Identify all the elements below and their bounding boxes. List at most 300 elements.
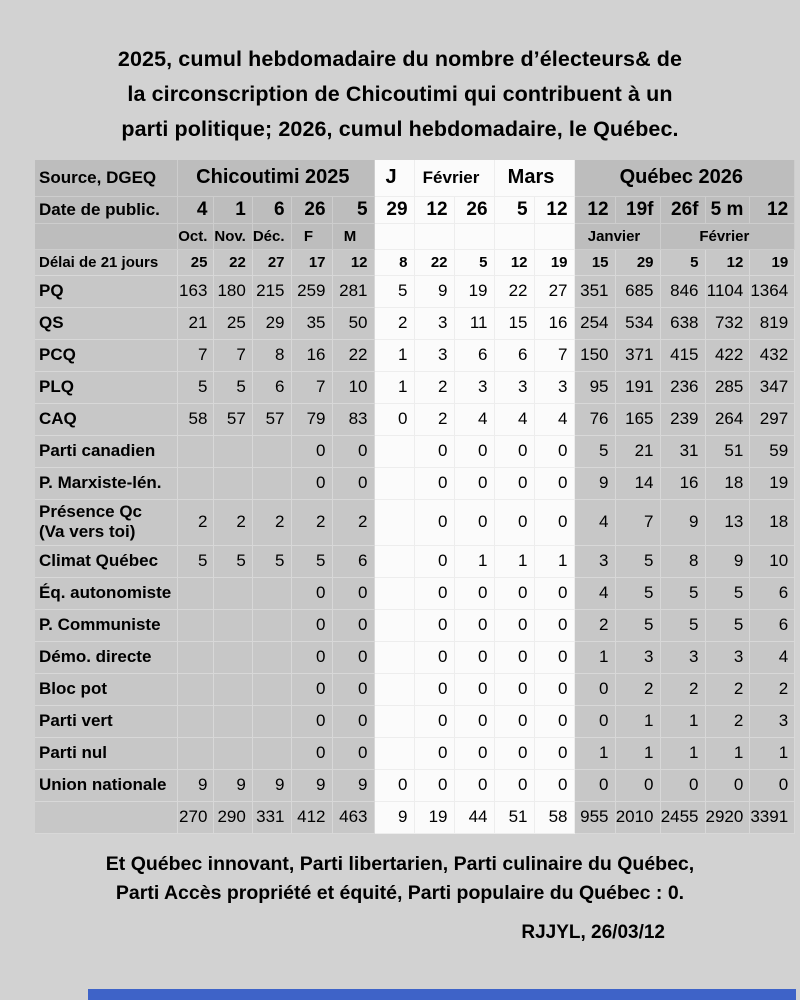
value-cell: 165	[615, 403, 660, 435]
value-cell: 3391	[750, 801, 795, 833]
party-label: Parti canadien	[35, 435, 178, 467]
value-cell: 19	[414, 801, 454, 833]
value-cell: 0	[291, 673, 332, 705]
value-cell: 0	[454, 705, 494, 737]
value-cell: 331	[252, 801, 291, 833]
value-cell	[178, 435, 214, 467]
value-cell: 0	[494, 609, 534, 641]
value-cell: 13	[705, 499, 750, 545]
value-cell: 18	[750, 499, 795, 545]
table-row	[35, 545, 795, 577]
value-cell: 955	[574, 801, 615, 833]
table-row	[35, 339, 795, 371]
footnote	[0, 850, 800, 909]
title-line-2: la circonscription de Chicoutimi qui contribuent à un	[127, 81, 673, 106]
delai-cell: 17	[291, 249, 332, 275]
value-cell: 0	[494, 769, 534, 801]
value-cell: 3	[750, 705, 795, 737]
value-cell: 0	[454, 609, 494, 641]
value-cell: 14	[615, 467, 660, 499]
value-cell: 7	[214, 339, 252, 371]
value-cell: 6	[332, 545, 374, 577]
value-cell: 1	[615, 705, 660, 737]
page-title	[0, 42, 800, 146]
value-cell: 347	[750, 371, 795, 403]
value-cell: 0	[332, 737, 374, 769]
value-cell: 5	[615, 609, 660, 641]
value-cell: 7	[615, 499, 660, 545]
month-cell: Oct.	[178, 223, 214, 249]
value-cell: 1104	[705, 275, 750, 307]
value-cell: 5	[178, 371, 214, 403]
value-cell: 422	[705, 339, 750, 371]
value-cell	[252, 467, 291, 499]
value-cell: 1	[615, 737, 660, 769]
header-row-delai	[35, 249, 795, 275]
value-cell: 191	[615, 371, 660, 403]
party-label: CAQ	[35, 403, 178, 435]
value-cell	[374, 499, 414, 545]
value-cell: 0	[332, 609, 374, 641]
value-cell: 0	[574, 705, 615, 737]
value-cell: 6	[750, 577, 795, 609]
delai-cell: 5	[660, 249, 705, 275]
value-cell: 7	[291, 371, 332, 403]
value-cell: 9	[374, 801, 414, 833]
date-cell: 26	[454, 196, 494, 223]
value-cell: 0	[291, 705, 332, 737]
value-cell: 846	[660, 275, 705, 307]
value-cell: 9	[178, 769, 214, 801]
value-cell	[374, 435, 414, 467]
delai-cell: 5	[454, 249, 494, 275]
value-cell: 2	[214, 499, 252, 545]
delai-cell: 12	[494, 249, 534, 275]
value-cell: 21	[178, 307, 214, 339]
month-cell: Nov.	[214, 223, 252, 249]
value-cell: 3	[414, 307, 454, 339]
value-cell: 0	[534, 609, 574, 641]
value-cell: 0	[332, 577, 374, 609]
value-cell: 0	[414, 705, 454, 737]
value-cell	[178, 705, 214, 737]
value-cell: 0	[291, 577, 332, 609]
date-cell: 12	[534, 196, 574, 223]
value-cell: 0	[705, 769, 750, 801]
value-cell: 29	[252, 307, 291, 339]
value-cell: 0	[454, 737, 494, 769]
value-cell: 5	[705, 609, 750, 641]
value-cell	[374, 737, 414, 769]
value-cell: 0	[534, 499, 574, 545]
party-label: Démo. directe	[35, 641, 178, 673]
value-cell: 25	[214, 307, 252, 339]
party-label: QS	[35, 307, 178, 339]
value-cell: 4	[574, 577, 615, 609]
value-cell	[252, 737, 291, 769]
value-cell: 5	[705, 577, 750, 609]
value-cell	[214, 435, 252, 467]
value-cell: 18	[705, 467, 750, 499]
value-cell: 2	[705, 673, 750, 705]
value-cell: 5	[574, 435, 615, 467]
value-cell: 0	[534, 435, 574, 467]
value-cell: 1	[660, 705, 705, 737]
table-row	[35, 467, 795, 499]
table-row	[35, 673, 795, 705]
value-cell: 9	[214, 769, 252, 801]
value-cell: 27	[534, 275, 574, 307]
empty-label-cell	[35, 223, 178, 249]
value-cell: 1	[534, 545, 574, 577]
value-cell: 16	[291, 339, 332, 371]
value-cell	[178, 577, 214, 609]
value-cell: 9	[574, 467, 615, 499]
value-cell: 95	[574, 371, 615, 403]
month-cell: Déc.	[252, 223, 291, 249]
value-cell: 22	[494, 275, 534, 307]
value-cell: 1	[574, 641, 615, 673]
value-cell: 150	[574, 339, 615, 371]
value-cell: 21	[615, 435, 660, 467]
value-cell: 0	[454, 435, 494, 467]
value-cell: 0	[454, 467, 494, 499]
group-fevrier: Février	[414, 160, 494, 196]
empty-cell	[494, 223, 534, 249]
value-cell: 0	[534, 737, 574, 769]
date-cell: 5	[494, 196, 534, 223]
value-cell: 0	[574, 769, 615, 801]
value-cell: 685	[615, 275, 660, 307]
value-cell: 0	[414, 737, 454, 769]
header-row-dates	[35, 196, 795, 223]
value-cell: 2	[705, 705, 750, 737]
value-cell: 264	[705, 403, 750, 435]
value-cell: 10	[750, 545, 795, 577]
table-row	[35, 609, 795, 641]
party-label: PQ	[35, 275, 178, 307]
value-cell: 1	[454, 545, 494, 577]
value-cell: 5	[660, 577, 705, 609]
value-cell: 8	[660, 545, 705, 577]
value-cell: 4	[494, 403, 534, 435]
date-cell: 4	[178, 196, 214, 223]
value-cell	[214, 467, 252, 499]
value-cell: 0	[414, 769, 454, 801]
pub-date-label: Date de public.	[35, 196, 178, 223]
value-cell: 16	[660, 467, 705, 499]
value-cell: 3	[705, 641, 750, 673]
value-cell: 281	[332, 275, 374, 307]
value-cell	[214, 737, 252, 769]
value-cell: 5	[615, 577, 660, 609]
value-cell	[214, 641, 252, 673]
value-cell: 0	[494, 641, 534, 673]
value-cell: 638	[660, 307, 705, 339]
value-cell	[214, 673, 252, 705]
month-cell: M	[332, 223, 374, 249]
value-cell: 0	[414, 545, 454, 577]
value-cell: 215	[252, 275, 291, 307]
header-row-groups	[35, 160, 795, 196]
date-cell: 12	[750, 196, 795, 223]
value-cell	[374, 545, 414, 577]
value-cell: 4	[574, 499, 615, 545]
value-cell: 50	[332, 307, 374, 339]
value-cell: 22	[332, 339, 374, 371]
value-cell: 0	[414, 467, 454, 499]
value-cell: 0	[332, 467, 374, 499]
value-cell: 5	[291, 545, 332, 577]
value-cell: 9	[660, 499, 705, 545]
value-cell: 2	[750, 673, 795, 705]
value-cell: 5	[252, 545, 291, 577]
value-cell: 0	[454, 673, 494, 705]
value-cell: 5	[374, 275, 414, 307]
value-cell: 1	[574, 737, 615, 769]
date-cell: 5	[332, 196, 374, 223]
value-cell: 9	[705, 545, 750, 577]
group-quebec-2026: Québec 2026	[574, 160, 795, 196]
empty-cell	[454, 223, 494, 249]
delai-cell: 15	[574, 249, 615, 275]
value-cell: 7	[178, 339, 214, 371]
value-cell: 59	[750, 435, 795, 467]
title-line-1: 2025, cumul hebdomadaire du nombre d’électeurs& de	[117, 47, 683, 71]
group-chicoutimi-2025: Chicoutimi 2025	[178, 160, 374, 196]
table-row	[35, 275, 795, 307]
footnote-line-1: Et Québec innovant, Parti libertarien, Parti culinaire du Québec,	[105, 853, 695, 875]
value-cell: 3	[574, 545, 615, 577]
value-cell: 83	[332, 403, 374, 435]
title-line-3: parti politique; 2026, cumul hebdomadaire, le Québec.	[121, 116, 679, 141]
delai-cell: 19	[534, 249, 574, 275]
value-cell	[252, 435, 291, 467]
party-label: Parti vert	[35, 705, 178, 737]
value-cell	[178, 737, 214, 769]
value-cell: 19	[454, 275, 494, 307]
value-cell: 0	[750, 769, 795, 801]
value-cell: 2	[252, 499, 291, 545]
value-cell: 2	[291, 499, 332, 545]
value-cell: 819	[750, 307, 795, 339]
value-cell: 180	[214, 275, 252, 307]
value-cell: 0	[454, 499, 494, 545]
empty-cell	[414, 223, 454, 249]
date-cell: 5 m	[705, 196, 750, 223]
value-cell: 4	[750, 641, 795, 673]
value-cell: 0	[414, 609, 454, 641]
value-cell	[178, 673, 214, 705]
value-cell: 297	[750, 403, 795, 435]
table-row	[35, 705, 795, 737]
table-row	[35, 499, 795, 545]
value-cell: 2	[332, 499, 374, 545]
value-cell: 4	[454, 403, 494, 435]
value-cell: 1	[705, 737, 750, 769]
party-label: Présence Qc (Va vers toi)	[35, 499, 178, 545]
value-cell: 3	[615, 641, 660, 673]
value-cell: 57	[214, 403, 252, 435]
group-mars: Mars	[494, 160, 574, 196]
value-cell	[214, 577, 252, 609]
value-cell: 0	[291, 609, 332, 641]
party-label: Éq. autonomiste	[35, 577, 178, 609]
value-cell: 0	[534, 705, 574, 737]
date-cell: 12	[574, 196, 615, 223]
value-cell: 16	[534, 307, 574, 339]
value-cell: 0	[414, 435, 454, 467]
delai-cell: 12	[705, 249, 750, 275]
value-cell: 0	[660, 769, 705, 801]
value-cell: 0	[332, 673, 374, 705]
total-row	[35, 801, 795, 833]
party-label: P. Communiste	[35, 609, 178, 641]
month-cell: F	[291, 223, 332, 249]
delai-cell: 29	[615, 249, 660, 275]
value-cell: 51	[705, 435, 750, 467]
delai-cell: 8	[374, 249, 414, 275]
value-cell: 463	[332, 801, 374, 833]
value-cell: 6	[454, 339, 494, 371]
value-cell: 9	[332, 769, 374, 801]
delai-cell: 22	[214, 249, 252, 275]
delai-cell: 22	[414, 249, 454, 275]
value-cell: 254	[574, 307, 615, 339]
table-row	[35, 577, 795, 609]
value-cell	[178, 467, 214, 499]
empty-cell	[534, 223, 574, 249]
date-cell: 19f	[615, 196, 660, 223]
value-cell: 51	[494, 801, 534, 833]
value-cell: 0	[374, 403, 414, 435]
value-cell: 259	[291, 275, 332, 307]
value-cell: 1	[374, 339, 414, 371]
value-cell: 5	[178, 545, 214, 577]
value-cell: 432	[750, 339, 795, 371]
value-cell: 0	[454, 577, 494, 609]
delai-cell: 25	[178, 249, 214, 275]
value-cell	[374, 641, 414, 673]
value-cell: 290	[214, 801, 252, 833]
value-cell	[252, 609, 291, 641]
value-cell: 19	[750, 467, 795, 499]
value-cell: 2	[414, 371, 454, 403]
value-cell: 2	[615, 673, 660, 705]
party-label: P. Marxiste-lén.	[35, 467, 178, 499]
value-cell: 5	[214, 545, 252, 577]
value-cell: 0	[374, 769, 414, 801]
value-cell: 3	[660, 641, 705, 673]
value-cell: 9	[414, 275, 454, 307]
party-label: PLQ	[35, 371, 178, 403]
value-cell: 31	[660, 435, 705, 467]
value-cell: 2	[660, 673, 705, 705]
value-cell: 0	[291, 467, 332, 499]
date-cell: 6	[252, 196, 291, 223]
value-cell: 2	[178, 499, 214, 545]
value-cell: 6	[252, 371, 291, 403]
party-label: Parti nul	[35, 737, 178, 769]
value-cell: 4	[534, 403, 574, 435]
value-cell: 236	[660, 371, 705, 403]
value-cell: 6	[494, 339, 534, 371]
value-cell: 9	[252, 769, 291, 801]
value-cell: 3	[414, 339, 454, 371]
value-cell: 0	[414, 673, 454, 705]
value-cell	[214, 609, 252, 641]
value-cell: 351	[574, 275, 615, 307]
value-cell: 1	[374, 371, 414, 403]
table-row	[35, 307, 795, 339]
value-cell: 0	[494, 435, 534, 467]
value-cell: 2	[574, 609, 615, 641]
value-cell: 0	[494, 577, 534, 609]
value-cell	[374, 577, 414, 609]
value-cell: 0	[494, 737, 534, 769]
data-table	[35, 160, 795, 834]
value-cell: 3	[454, 371, 494, 403]
value-cell: 44	[454, 801, 494, 833]
value-cell: 0	[615, 769, 660, 801]
value-cell: 0	[332, 641, 374, 673]
value-cell: 163	[178, 275, 214, 307]
value-cell: 0	[574, 673, 615, 705]
value-cell: 0	[494, 705, 534, 737]
value-cell	[374, 673, 414, 705]
party-label: Climat Québec	[35, 545, 178, 577]
date-cell: 12	[414, 196, 454, 223]
value-cell: 9	[291, 769, 332, 801]
value-cell	[178, 641, 214, 673]
date-cell: 29	[374, 196, 414, 223]
value-cell: 0	[534, 641, 574, 673]
value-cell: 10	[332, 371, 374, 403]
value-cell: 5	[660, 609, 705, 641]
value-cell: 0	[332, 705, 374, 737]
value-cell: 0	[454, 641, 494, 673]
month-janvier: Janvier	[574, 223, 660, 249]
value-cell	[374, 609, 414, 641]
source-label: Source, DGEQ	[35, 160, 178, 196]
value-cell: 1364	[750, 275, 795, 307]
value-cell: 0	[454, 769, 494, 801]
value-cell: 0	[414, 641, 454, 673]
value-cell: 35	[291, 307, 332, 339]
party-label: PCQ	[35, 339, 178, 371]
value-cell: 58	[178, 403, 214, 435]
value-cell: 0	[414, 577, 454, 609]
value-cell: 76	[574, 403, 615, 435]
value-cell: 58	[534, 801, 574, 833]
value-cell	[214, 705, 252, 737]
signature: RJJYL, 26/03/12	[521, 922, 665, 943]
value-cell	[252, 577, 291, 609]
party-label: Union nationale	[35, 769, 178, 801]
table-row	[35, 737, 795, 769]
value-cell: 732	[705, 307, 750, 339]
month-fevrier: Février	[660, 223, 795, 249]
value-cell	[252, 705, 291, 737]
table-row	[35, 641, 795, 673]
value-cell: 0	[534, 673, 574, 705]
value-cell: 1	[494, 545, 534, 577]
value-cell: 534	[615, 307, 660, 339]
value-cell: 1	[750, 737, 795, 769]
value-cell: 8	[252, 339, 291, 371]
value-cell: 0	[291, 737, 332, 769]
delai-cell: 27	[252, 249, 291, 275]
